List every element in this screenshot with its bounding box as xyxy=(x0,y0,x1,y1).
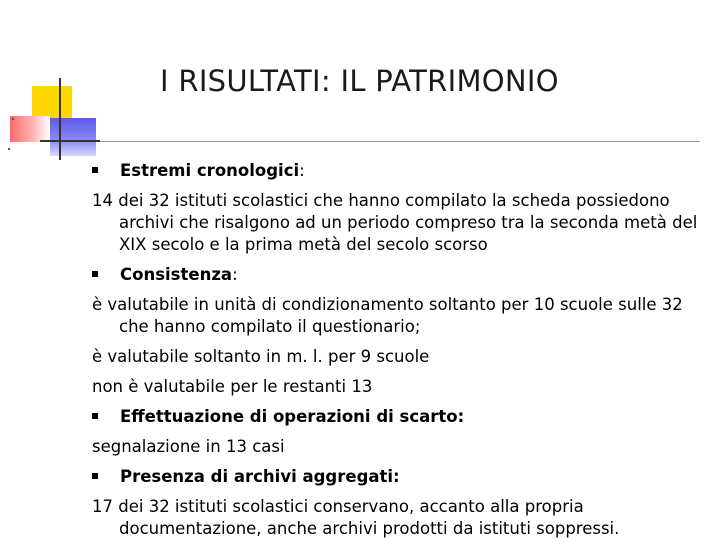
slide-body xyxy=(92,152,704,548)
slide-title: I RISULTATI: IL PATRIMONIO xyxy=(160,64,559,98)
square-bullet-icon xyxy=(92,271,98,277)
decorative-dot xyxy=(12,118,14,120)
square-bullet-icon xyxy=(92,473,98,479)
bullet-heading-suffix: : xyxy=(299,161,305,180)
body-paragraph: non è valutabile per le restanti 13 xyxy=(92,377,373,396)
bullet-item-aggregati xyxy=(92,466,704,488)
body-paragraph: è valutabile soltanto in m. l. per 9 scuole xyxy=(92,347,430,366)
body-paragraph: segnalazione in 13 casi xyxy=(92,437,285,456)
decorative-dot xyxy=(8,148,10,150)
bullet-item-consistenza xyxy=(92,264,704,286)
bullet-heading: Estremi cronologici xyxy=(120,161,300,180)
body-paragraph: 17 dei 32 istituti scolastici conservano, accanto alla propria documentazione, anche archivi prodotti da istituti soppressi. xyxy=(92,497,620,538)
title-underline xyxy=(40,141,700,142)
square-bullet-icon xyxy=(92,413,98,419)
decorative-horizontal-line xyxy=(40,140,100,142)
bullet-heading: Consistenza xyxy=(120,265,233,284)
decorative-pink-bar xyxy=(10,116,50,142)
bullet-heading: Effettuazione di operazioni di scarto: xyxy=(120,407,465,426)
body-paragraph: è valutabile in unità di condizionamento soltanto per 10 scuole sulle 32 che hanno compilato il questionario; xyxy=(92,295,683,336)
body-paragraph: 14 dei 32 istituti scolastici che hanno compilato la scheda possiedono archivi che risalgono ad un periodo compreso tra la seconda metà del XIX secolo e la prima metà del secolo scorso xyxy=(92,191,698,254)
bullet-heading-suffix: : xyxy=(232,265,238,284)
bullet-item-scarto xyxy=(92,406,704,428)
decorative-vertical-line xyxy=(59,78,61,160)
bullet-heading: Presenza di archivi aggregati: xyxy=(120,467,400,486)
decorative-blue-square xyxy=(50,118,96,156)
square-bullet-icon xyxy=(92,167,98,173)
bullet-item-estremi xyxy=(92,160,704,182)
